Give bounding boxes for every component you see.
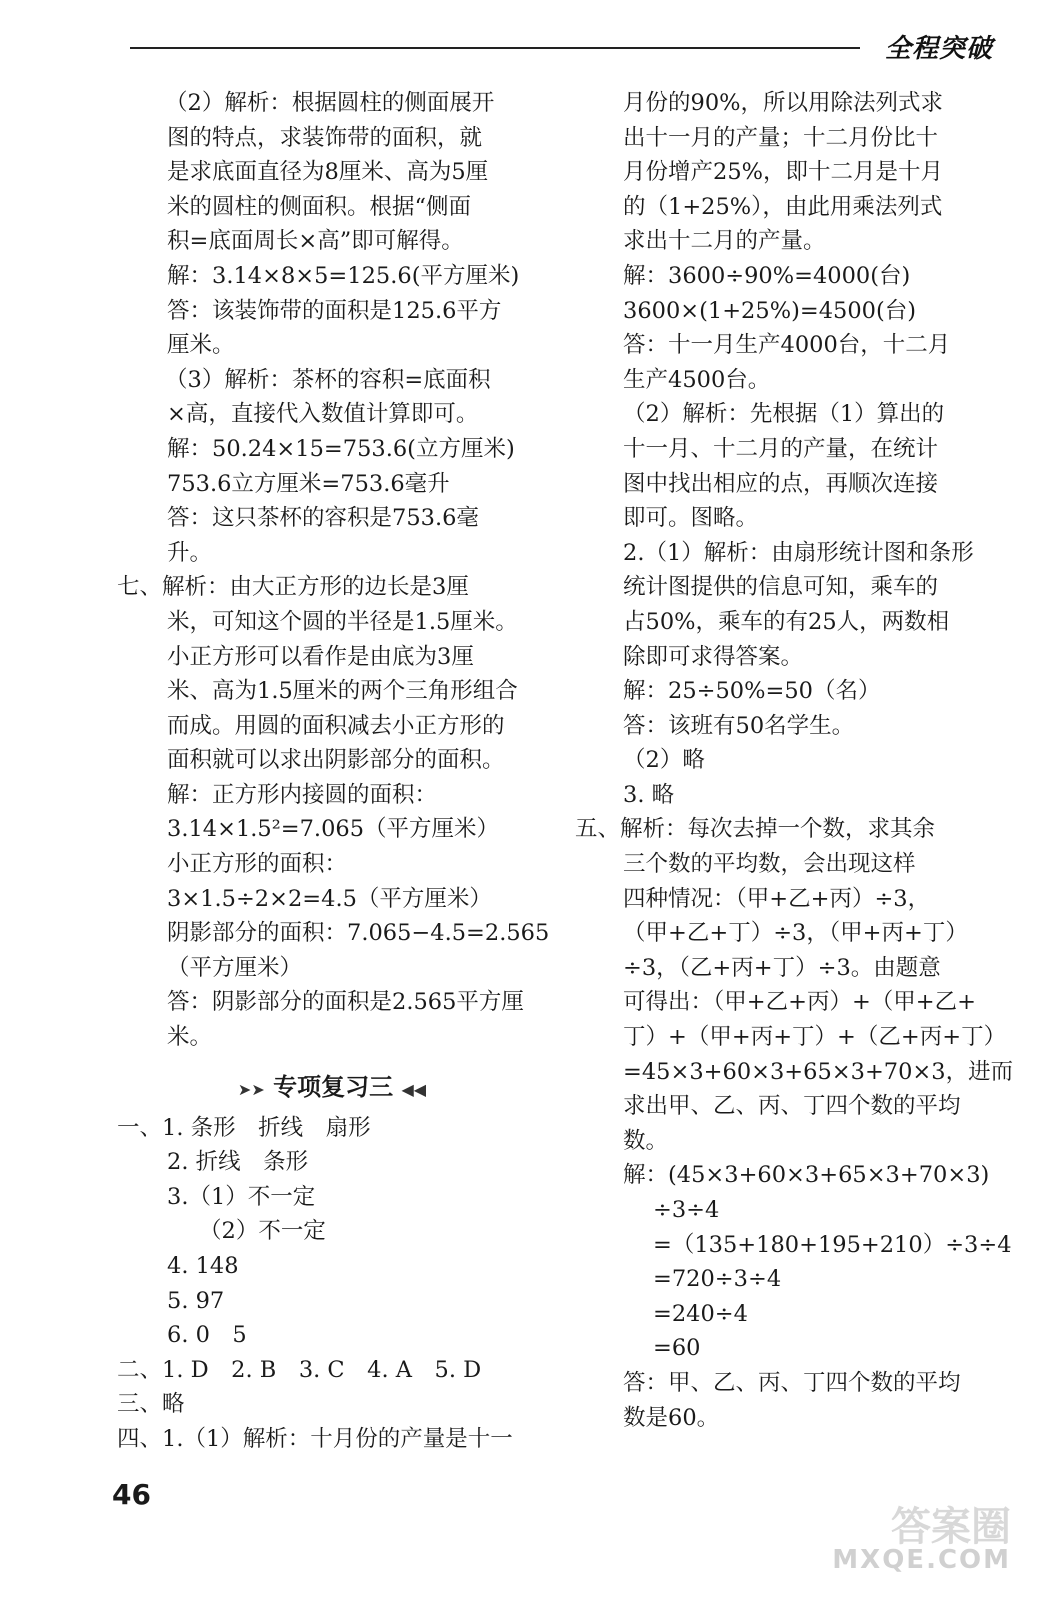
text-line: 七、解析：由大正方形的边长是3厘 — [117, 574, 469, 601]
text-line: 三个数的平均数，会出现这样 — [623, 851, 916, 878]
text-line: 3.14×1.5²=7.065（平方厘米） — [167, 816, 500, 843]
text-line: 3600×(1+25%)=4500(台) — [623, 297, 917, 324]
text-line: =240÷4 — [653, 1300, 748, 1327]
text-line: 4. 148 — [167, 1253, 239, 1279]
watermark-logo: 答案圈 — [891, 1504, 1011, 1550]
text-line: 6. 0 5 — [167, 1322, 247, 1349]
text-line: 米。 — [167, 1024, 213, 1051]
text-line: （2）略 — [623, 747, 705, 774]
text-line: =（135+180+195+210）÷3÷4 — [653, 1231, 1012, 1258]
right-column — [575, 86, 1014, 1435]
right-lines — [575, 86, 1014, 1435]
text-line: 3.（1）不一定 — [167, 1183, 316, 1210]
text-line: 小正方形可以看作是由底为3厘 — [167, 643, 474, 670]
text-line: =720÷3÷4 — [653, 1266, 782, 1293]
text-line: 答：该装饰带的面积是125.6平方 — [167, 297, 502, 324]
text-line: 丁）+（甲+丙+丁）+（乙+丙+丁） — [623, 1024, 1007, 1051]
text-line: 除即可求得答案。 — [623, 643, 804, 670]
text-line: 十一月、十二月的产量，在统计 — [623, 435, 939, 462]
text-line: 求出甲、乙、丙、丁四个数的平均 — [623, 1093, 961, 1120]
text-line: ÷3÷4 — [653, 1197, 720, 1223]
left-lines — [117, 86, 550, 1055]
text-line: 解：3600÷90%=4000(台) — [623, 262, 911, 289]
left-lines-2 — [117, 1111, 547, 1457]
text-line: 面积就可以求出阴影部分的面积。 — [167, 747, 505, 774]
text-line: 解：3.14×8×5=125.6(平方厘米) — [167, 262, 520, 289]
text-line: 生产4500台。 — [623, 366, 771, 393]
text-line: （2）解析：先根据（1）算出的 — [623, 401, 945, 428]
text-line: 求出十二月的产量。 — [623, 228, 826, 255]
text-line: 数。 — [623, 1127, 669, 1154]
text-line: ÷3，（乙+丙+丁）÷3。由题意 — [623, 954, 941, 981]
text-line: 答：甲、乙、丙、丁四个数的平均 — [623, 1369, 961, 1396]
text-line: 积=底面周长×高”即可解得。 — [167, 228, 464, 255]
text-line: 月份的90%，所以用除法列式求 — [623, 90, 944, 116]
brand-title: 全程突破 — [884, 34, 993, 64]
text-line: =60 — [653, 1335, 701, 1362]
text-line: 三、略 — [117, 1391, 185, 1418]
text-line: 3. 略 — [623, 781, 675, 808]
text-line: 2. 折线 条形 — [167, 1149, 309, 1176]
text-line: =45×3+60×3+65×3+70×3，进而 — [623, 1058, 1014, 1085]
text-line: 可得出：（甲+乙+丙）+（甲+乙+ — [623, 989, 977, 1016]
text-line: 2.（1）解析：由扇形统计图和条形 — [623, 539, 974, 566]
text-line: 数是60。 — [623, 1404, 720, 1431]
text-line: 答：阴影部分的面积是2.565平方厘 — [167, 989, 524, 1016]
text-line: 解：25÷50%=50（名） — [623, 678, 881, 705]
text-line: 升。 — [167, 539, 213, 566]
text-line: 答：这只茶杯的容积是753.6毫 — [167, 505, 479, 532]
chevron-left-icon: ◀◀ — [401, 1079, 427, 1099]
text-line: 图的特点，求装饰带的面积，就 — [167, 124, 483, 151]
header-rule — [130, 47, 860, 49]
page-number: 46 — [112, 1478, 151, 1511]
text-line: 解：50.24×15=753.6(立方厘米) — [167, 435, 515, 462]
text-line: （3）解析：茶杯的容积=底面积 — [165, 366, 491, 393]
text-line: 月份增产25%，即十二月是十月 — [623, 159, 944, 186]
text-line: 米、高为1.5厘米的两个三角形组合 — [167, 678, 518, 705]
text-line: 5. 97 — [167, 1287, 225, 1314]
text-line: 四、1.（1）解析：十月份的产量是十一 — [117, 1425, 513, 1452]
text-line: 出十一月的产量；十二月份比十 — [623, 124, 939, 151]
text-line: （2）解析：根据圆柱的侧面展开 — [165, 90, 495, 116]
text-line: 解：(45×3+60×3+65×3+70×3) — [623, 1162, 990, 1189]
text-line: 是求底面直径为8厘米、高为5厘 — [167, 159, 489, 186]
text-line: 答：十一月生产4000台，十二月 — [623, 332, 951, 359]
text-line: 五、解析：每次去掉一个数，求其余 — [575, 816, 936, 843]
text-line: （甲+乙+丁）÷3，（甲+丙+丁） — [623, 920, 968, 947]
text-line: 3×1.5÷2×2=4.5（平方厘米） — [167, 885, 492, 912]
text-line: （平方厘米） — [167, 954, 303, 981]
text-line: 的（1+25%），由此用乘法列式 — [623, 193, 943, 220]
text-line: 米的圆柱的侧面积。根据“侧面 — [167, 193, 472, 220]
text-line: ×高，直接代入数值计算即可。 — [167, 401, 479, 428]
text-line: 解：正方形内接圆的面积： — [167, 781, 438, 808]
text-line: 统计图提供的信息可知，乘车的 — [623, 574, 939, 601]
text-line: 四种情况：（甲+乙+丙）÷3， — [623, 885, 931, 912]
text-line: （2）不一定 — [199, 1218, 326, 1245]
section-heading-text: 专项复习三 — [273, 1072, 394, 1101]
text-line: 占50%，乘车的有25人，两数相 — [623, 608, 950, 635]
text-line: 二、1. D 2. B 3. C 4. A 5. D — [117, 1356, 482, 1383]
left-column — [117, 86, 550, 1457]
text-line: 阴影部分的面积：7.065−4.5=2.565 — [167, 920, 550, 947]
text-line: 而成。用圆的面积减去小正方形的 — [167, 712, 505, 739]
text-line: 小正方形的面积： — [167, 851, 348, 878]
text-line: 厘米。 — [167, 332, 235, 359]
text-line: 答：该班有50名学生。 — [623, 712, 855, 739]
watermark-url: MXQE.COM — [832, 1545, 1011, 1575]
chevron-right-icon: ➤➤ — [237, 1079, 265, 1099]
text-line: 753.6立方厘米=753.6毫升 — [167, 470, 450, 497]
text-line: 图中找出相应的点，再顺次连接 — [623, 470, 939, 497]
text-line: 米，可知这个圆的半径是1.5厘米。 — [167, 608, 518, 635]
text-line: 即可。图略。 — [623, 505, 759, 532]
text-line: 一、1. 条形 折线 扇形 — [117, 1114, 371, 1141]
section-heading — [117, 1067, 547, 1107]
